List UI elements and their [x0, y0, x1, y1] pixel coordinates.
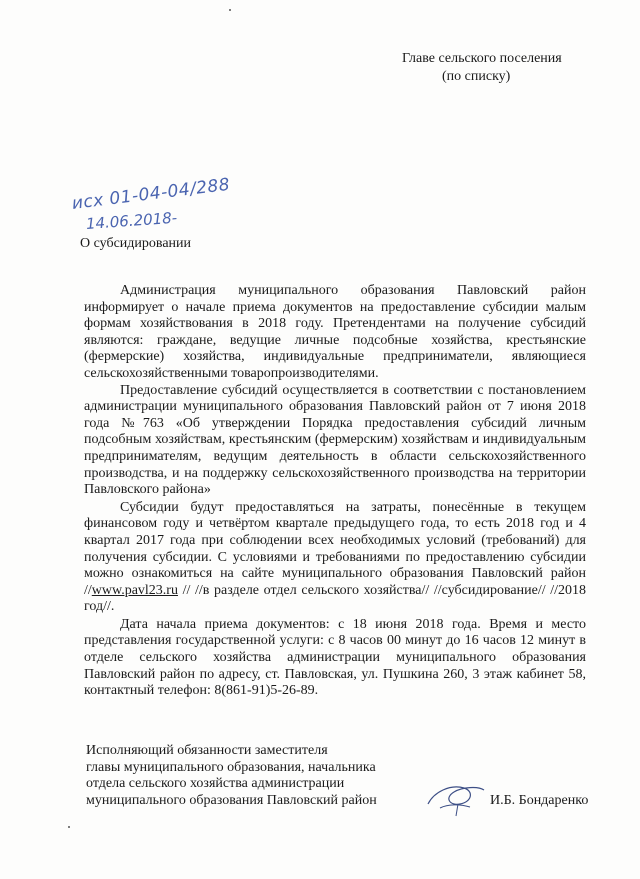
handwritten-outgoing-number: исх 01-04-04/288 — [70, 174, 232, 214]
signer-position-line: муниципального образования Павловский район — [86, 792, 377, 808]
scan-speck — [68, 826, 70, 828]
signer-position-line: Исполняющий обязанности заместителя — [86, 743, 328, 758]
subject-line: О субсидировании — [80, 236, 192, 251]
handwritten-registration — [52, 174, 252, 238]
addressee-line1: Главе сельского поселения — [402, 51, 562, 66]
paragraph-legal-basis: Предоставление субсидий осуществляется в соответствии с постановлением администрации муниципального образования Павловский район от 7 июня 2018 года №763 «Об утверждении Порядка предоставления субсидий личным подсобным хозяйствам, крестьянским (фермерским) хозяйствам и индивидуальным предпринимателям, ведущим деятельность в области сельскохозяйственного производства, и на поддержку сельскохозяйственного производства на территории Павловского района» — [84, 382, 586, 498]
handwritten-date: 14.06.2018- — [85, 208, 178, 233]
paragraph-conditions-text: Субсидии будут предоставляться на затраты, понесённые в текущем финансовом году и четвёртом квартале предыдущего года, то есть 2018 год и 4 квартал 2017 года при соблюдении всех необходимых условий (требований) для получения субсидии. С условиями и требованиями по предоставлению субсидии можно ознакомиться на сайте муниципального образования Павловский район // — [84, 499, 586, 598]
letter-body — [84, 283, 586, 700]
scan-speck — [229, 9, 231, 11]
paragraph-conditions — [84, 500, 586, 616]
signer-position-line: главы муниципального образования, начальника — [86, 759, 376, 775]
website-link[interactable]: www.pavl23.ru — [91, 582, 178, 598]
signer-name: И.Б. Бондаренко — [490, 793, 589, 808]
addressee-block — [402, 50, 602, 86]
addressee-line2: (по списку) — [442, 69, 511, 84]
paragraph-dates-contacts: Дата начала приема документов: с 18 июня 2018 года. Время и место представления государственной услуги: с 8 часов 00 минут до 16 часов 12 минут в отделе сельского хозяйства администрации муниципального образования Павловский район по адресу, ст. Павловская, ул. Пушкина 260, 3 этаж кабинет 58, контактный телефон: 8(861-91)5-26-89. — [84, 616, 586, 699]
paragraph-conditions-path: // //в разделе отдел сельского хозяйства// //субсидирование// //2018 год//. — [84, 582, 586, 615]
signer-position — [86, 743, 416, 809]
signer-position-line: отдела сельского хозяйства администрации — [86, 776, 345, 792]
handwritten-signature-icon — [420, 774, 490, 820]
paragraph-announcement: Администрация муниципального образования Павловский район информирует о начале приема документов на предоставление субсидии малым формам хозяйствования в 2018 году. Претендентами на получение субсидий являются: граждане, ведущие личные подсобные хозяйства, крестьянские (фермерские) хозяйства, индивидуальные предприниматели, являющиеся сельскохозяйственными товаропроизводителями. — [84, 283, 586, 381]
